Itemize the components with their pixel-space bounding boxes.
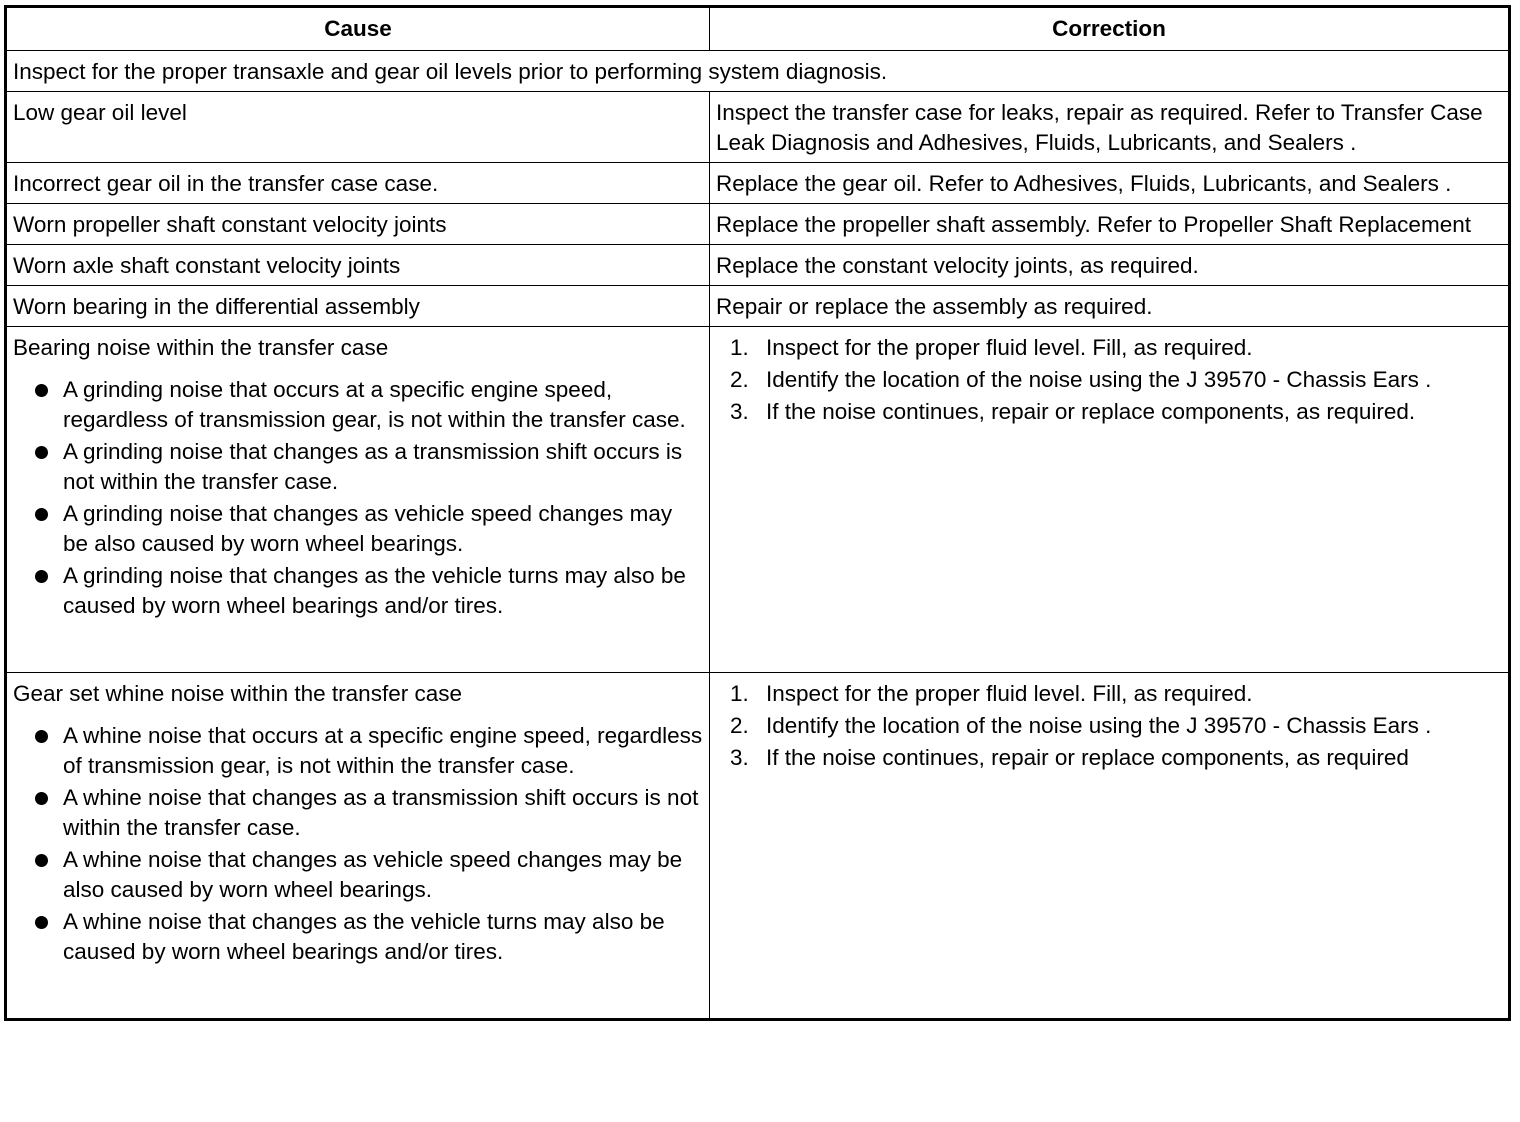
list-item: A grinding noise that changes as the vehicle turns may also be caused by worn wheel bearings and/or tires.	[13, 561, 703, 621]
bearing-noise-row	[6, 327, 1510, 673]
step-number: 2.	[730, 713, 749, 738]
correction-cell: Replace the gear oil. Refer to Adhesives, Fluids, Lubricants, and Sealers .	[710, 163, 1510, 204]
step-number: 3.	[730, 399, 749, 424]
cause-cell: Incorrect gear oil in the transfer case case.	[6, 163, 710, 204]
list-item: A whine noise that occurs at a specific engine speed, regardless of transmission gear, is not within the transfer case.	[13, 721, 703, 781]
cause-cell: Worn bearing in the differential assembly	[6, 286, 710, 327]
table-row	[6, 163, 1510, 204]
correction-cell: Inspect the transfer case for leaks, repair as required. Refer to Transfer Case Leak Diagnosis and Adhesives, Fluids, Lubricants, and Sealers .	[710, 92, 1510, 163]
step-text: If the noise continues, repair or replace components, as required.	[766, 399, 1416, 424]
correction-cell	[710, 673, 1510, 1020]
correction-cell: Repair or replace the assembly as required.	[710, 286, 1510, 327]
header-correction: Correction	[710, 7, 1510, 51]
step-number: 3.	[730, 745, 749, 770]
list-item: A grinding noise that occurs at a specific engine speed, regardless of transmission gear, is not within the transfer case.	[13, 375, 703, 435]
list-item: A whine noise that changes as a transmission shift occurs is not within the transfer case.	[13, 783, 703, 843]
diagnosis-note: Inspect for the proper transaxle and gear oil levels prior to performing system diagnosis.	[6, 51, 1510, 92]
correction-cell	[710, 327, 1510, 673]
table-row	[6, 92, 1510, 163]
list-item: A grinding noise that changes as a transmission shift occurs is not within the transfer case.	[13, 437, 703, 497]
bearing-noise-steps	[716, 333, 1502, 427]
cause-cell	[6, 673, 710, 1020]
step-text: Inspect for the proper fluid level. Fill, as required.	[766, 335, 1253, 360]
list-item	[716, 679, 1502, 709]
bearing-noise-title: Bearing noise within the transfer case	[13, 335, 389, 360]
list-item	[716, 397, 1502, 427]
cause-cell: Low gear oil level	[6, 92, 710, 163]
list-item: A grinding noise that changes as vehicle speed changes may be also caused by worn wheel bearings.	[13, 499, 703, 559]
step-text: Identify the location of the noise using the J 39570 - Chassis Ears .	[766, 713, 1432, 738]
table-row	[6, 245, 1510, 286]
step-text: Inspect for the proper fluid level. Fill, as required.	[766, 681, 1253, 706]
step-number: 2.	[730, 367, 749, 392]
table-row	[6, 286, 1510, 327]
whine-noise-row	[6, 673, 1510, 1020]
header-cause: Cause	[6, 7, 710, 51]
list-item	[716, 743, 1502, 773]
step-number: 1.	[730, 681, 749, 706]
whine-noise-steps	[716, 679, 1502, 773]
table-row	[6, 204, 1510, 245]
step-text: If the noise continues, repair or replace components, as required	[766, 745, 1409, 770]
list-item	[716, 333, 1502, 363]
cause-cell	[6, 327, 710, 673]
correction-cell: Replace the propeller shaft assembly. Refer to Propeller Shaft Replacement	[710, 204, 1510, 245]
whine-noise-title: Gear set whine noise within the transfer case	[13, 681, 462, 706]
list-item	[716, 711, 1502, 741]
bearing-noise-bullets	[13, 375, 703, 621]
list-item: A whine noise that changes as the vehicle turns may also be caused by worn wheel bearings and/or tires.	[13, 907, 703, 967]
note-row	[6, 51, 1510, 92]
header-row	[6, 7, 1510, 51]
cause-cell: Worn propeller shaft constant velocity joints	[6, 204, 710, 245]
step-number: 1.	[730, 335, 749, 360]
list-item	[716, 365, 1502, 395]
whine-noise-bullets	[13, 721, 703, 967]
list-item: A whine noise that changes as vehicle speed changes may be also caused by worn wheel bearings.	[13, 845, 703, 905]
correction-cell: Replace the constant velocity joints, as required.	[710, 245, 1510, 286]
step-text: Identify the location of the noise using the J 39570 - Chassis Ears .	[766, 367, 1432, 392]
diagnosis-table	[4, 5, 1511, 1021]
cause-cell: Worn axle shaft constant velocity joints	[6, 245, 710, 286]
